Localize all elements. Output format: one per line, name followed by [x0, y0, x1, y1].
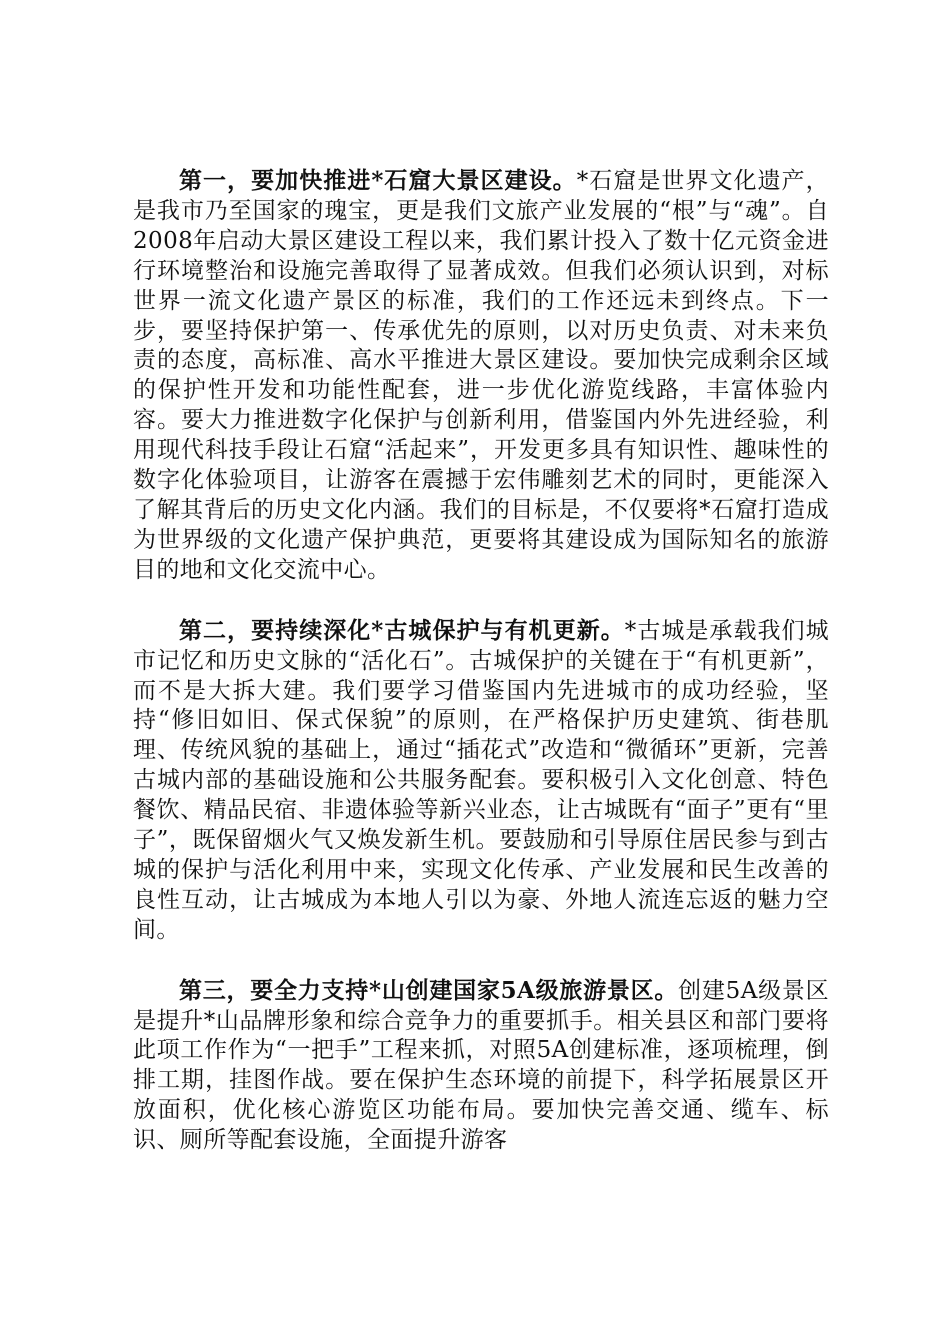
paragraph-3	[133, 976, 829, 1156]
paragraph-3-heading: 第三，要全力支持*山创建国家5A级旅游景区。	[179, 976, 679, 1004]
paragraph-1-text: *石窟是世界文化遗产，是我市乃至国家的瑰宝，更是我们文旅产业发展的“根”与“魂”。自2008年启动大景区建设工程以来，我们累计投入了数十亿元资金进行环境整治和设施完善取得了显著成效。但我们必须认识到，对标世界一流文化遗产景区的标准，我们的工作还远未到终点。下一步，要坚持保护第一、传承优先的原则，以对历史负责、对未来负责的态度，高标准、高水平推进大景区建设。要加快完成剩余区域的保护性开发和功能性配套，进一步优化游览线路，丰富体验内容。要大力推进数字化保护与创新利用，借鉴国内外先进经验，利用现代科技手段让石窟“活起来”，开发更多具有知识性、趣味性的数字化体验项目，让游客在震撼于宏伟雕刻艺术的同时，更能深入了解其背后的历史文化内涵。我们的目标是，不仅要将*石窟打造成为世界级的文化遗产保护典范，更要将其建设成为国际知名的旅游目的地和文化交流中心。	[133, 168, 829, 583]
paragraph-1	[133, 166, 829, 586]
document-body	[133, 166, 829, 1186]
paragraph-2	[133, 616, 829, 946]
paragraph-3-text: 创建5A级景区是提升*山品牌形象和综合竞争力的重要抓手。相关县区和部门要将此项工作作为“一把手”工程来抓，对照5A创建标准，逐项梳理，倒排工期，挂图作战。要在保护生态环境的前提下，科学拓展景区开放面积，优化核心游览区功能布局。要加快完善交通、缆车、标识、厕所等配套设施，全面提升游客	[133, 977, 829, 1154]
paragraph-2-text: *古城是承载我们城市记忆和历史文脉的“活化石”。古城保护的关键在于“有机更新”，而不是大拆大建。我们要学习借鉴国内先进城市的成功经验，坚持“修旧如旧、保式保貌”的原则，在严格保护历史建筑、街巷肌理、传统风貌的基础上，通过“插花式”改造和“微循环”更新，完善古城内部的基础设施和公共服务配套。要积极引入文化创意、特色餐饮、精品民宿、非遗体验等新兴业态，让古城既有“面子”更有“里子”，既保留烟火气又焕发新生机。要鼓励和引导原住居民参与到古城的保护与活化利用中来，实现文化传承、产业发展和民生改善的良性互动，让古城成为本地人引以为豪、外地人流连忘返的魅力空间。	[133, 617, 829, 943]
paragraph-1-heading: 第一，要加快推进*石窟大景区建设。	[179, 167, 577, 194]
paragraph-2-heading: 第二，要持续深化*古城保护与有机更新。	[179, 616, 625, 644]
